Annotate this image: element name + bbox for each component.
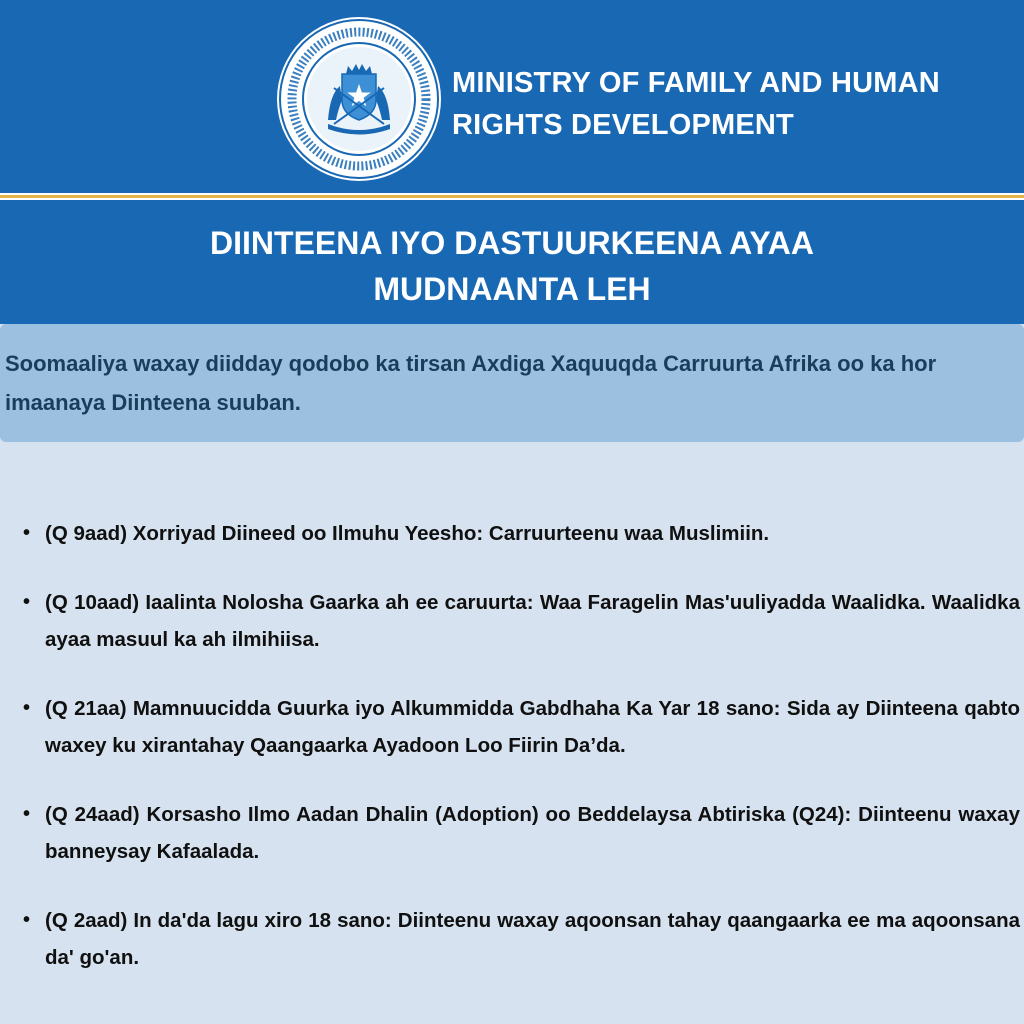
ministry-name-line1: MINISTRY OF FAMILY AND HUMAN [452, 67, 940, 99]
list-item-text: (Q 24aad) Korsasho Ilmo Aadan Dhalin (Adoption) oo Beddelaysa Abtiriska (Q24): Diinteenu waxay banneysay Kafaalada. [45, 803, 1020, 863]
page-title [0, 220, 1024, 312]
list-item-text: (Q 9aad) Xorriyad Diineed oo Ilmuhu Yeesho: Carruurteenu waa Muslimiin. [45, 522, 770, 545]
bullet-icon: • [23, 591, 31, 613]
list-item [0, 796, 1024, 870]
list-item [0, 584, 1024, 658]
bullet-icon: • [23, 522, 31, 544]
list-item [0, 515, 1024, 552]
bullet-icon: • [23, 803, 31, 825]
ministry-name-line2: RIGHTS DEVELOPMENT [452, 109, 794, 141]
points-list [0, 515, 1024, 976]
list-item [0, 902, 1024, 976]
bullet-icon: • [23, 909, 31, 931]
bullet-icon: • [23, 697, 31, 719]
page-title-line2: MUDNAANTA LEH [373, 271, 651, 307]
ministry-name [452, 62, 992, 146]
list-item-text: (Q 10aad) Iaalinta Nolosha Gaarka ah ee caruurta: Waa Faragelin Mas'uuliyadda Waalidka. Waalidka ayaa masuul ka ah ilmihiisa. [45, 591, 1020, 651]
intro-text: Soomaaliya waxay diidday qodobo ka tirsan Axdiga Xaquuqda Carruurta Afrika oo ka hor imaanaya Diinteena suuban. [5, 351, 937, 415]
gold-divider [0, 193, 1024, 200]
list-item-text: (Q 2aad) In da'da lagu xiro 18 sano: Diinteenu waxay aqoonsan tahay qaangaarka ee ma aqoonsana da' go'an. [45, 909, 1020, 969]
page-title-line1: DIINTEENA IYO DASTUURKEENA AYAA [210, 225, 814, 261]
list-item [0, 690, 1024, 764]
ministry-seal-icon [276, 16, 442, 182]
list-item-text: (Q 21aa) Mamnuucidda Guurka iyo Alkummidda Gabdhaha Ka Yar 18 sano: Sida ay Diinteena qabto waxey ku xirantahay Qaangaarka Ayadoon Loo Fiirin Da’da. [45, 697, 1020, 757]
